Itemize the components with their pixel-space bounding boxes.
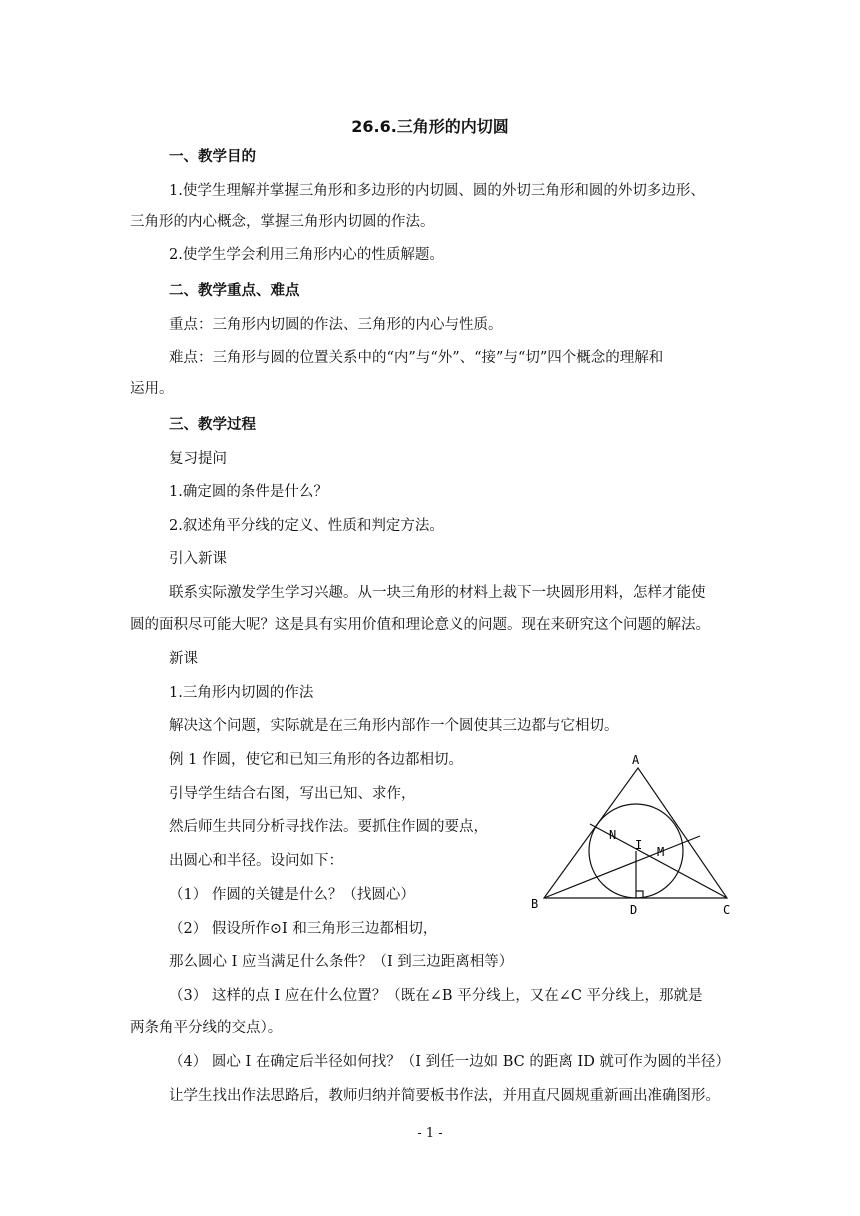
objective-2: 2.使学生学会利用三角形内心的性质解题。 <box>169 247 444 263</box>
label-n: N <box>609 828 617 842</box>
label-a: A <box>632 753 640 767</box>
difficult-point-line-2: 运用。 <box>130 381 174 397</box>
incircle-diagram <box>520 752 750 922</box>
difficult-point-line-1: 难点：三角形与圆的位置关系中的“内”与“外”、“接”与“切”四个概念的理解和 <box>169 350 664 366</box>
step-1: （1） 作圆的关键是什么？（找圆心） <box>169 887 415 903</box>
step-3-line-2: 两条角平分线的交点）。 <box>130 1020 283 1036</box>
label-c: C <box>723 903 731 917</box>
intro-line-1: 联系实际激发学生学习兴趣。从一块三角形的材料上裁下一块圆形用料，怎样才能使 <box>169 585 706 601</box>
bisector-b <box>544 836 700 898</box>
review-question-2: 2.叙述角平分线的定义、性质和判定方法。 <box>169 518 444 534</box>
label-m: M <box>657 845 665 859</box>
page-title: 26.6.三角形的内切圆 <box>351 117 509 136</box>
example-1: 例 1 作圆，使它和已知三角形的各边都相切。 <box>169 752 463 768</box>
page-number: - 1 - <box>417 1126 443 1141</box>
label-b: B <box>531 897 539 911</box>
section-heading-objectives: 一、教学目的 <box>169 149 256 165</box>
step-2: （2） 假设所作⊙I 和三角形三边都相切， <box>169 921 438 937</box>
label-i: I <box>635 838 643 852</box>
find-text: 出圆心和半径。设问如下： <box>169 853 343 869</box>
key-point: 重点：三角形内切圆的作法、三角形的内心与性质。 <box>169 317 503 333</box>
label-d: D <box>630 903 638 917</box>
right-angle-mark <box>636 891 643 898</box>
step-2-continued: 那么圆心 I 应当满足什么条件？（I 到三边距离相等） <box>169 954 514 970</box>
conclusion-text: 让学生找出作法思路后，教师归纳并简要板书作法，并用直尺圆规重新画出准确图形。 <box>169 1088 720 1104</box>
solve-text: 解决这个问题，实际就是在三角形内部作一个圆使其三边都与它相切。 <box>169 718 619 734</box>
section-heading-process: 三、教学过程 <box>169 417 256 433</box>
step-4: （4） 圆心 I 在确定后半径如何找？（I 到任一边如 BC 的距离 ID 就可作为圆的半径） <box>169 1054 730 1070</box>
new-lesson-label: 新课 <box>169 651 198 667</box>
subheading-incircle-construction: 1.三角形内切圆的作法 <box>169 685 314 701</box>
intro-line-2: 圆的面积尽可能大呢？这是具有实用价值和理论意义的问题。现在来研究这个问题的解法。 <box>130 617 710 633</box>
review-question-1: 1.确定圆的条件是什么？ <box>169 484 328 500</box>
review-label: 复习提问 <box>169 451 227 467</box>
guide-text: 引导学生结合右图，写出已知、求作， <box>169 786 416 802</box>
section-heading-key-points: 二、教学重点、难点 <box>169 283 300 299</box>
objective-1-line-1: 1.使学生理解并掌握三角形和多边形的内切圆、圆的外切三角形和圆的外切多边形、 <box>169 183 705 199</box>
analyze-text: 然后师生共同分析寻找作法。要抓住作圆的要点， <box>169 819 488 835</box>
intro-label: 引入新课 <box>169 551 227 567</box>
objective-1-line-2: 三角形的内心概念，掌握三角形内切圆的作法。 <box>130 214 435 230</box>
step-3-line-1: （3） 这样的点 I 应在什么位置？（既在∠B 平分线上，又在∠C 平分线上，那就是 <box>169 988 703 1004</box>
